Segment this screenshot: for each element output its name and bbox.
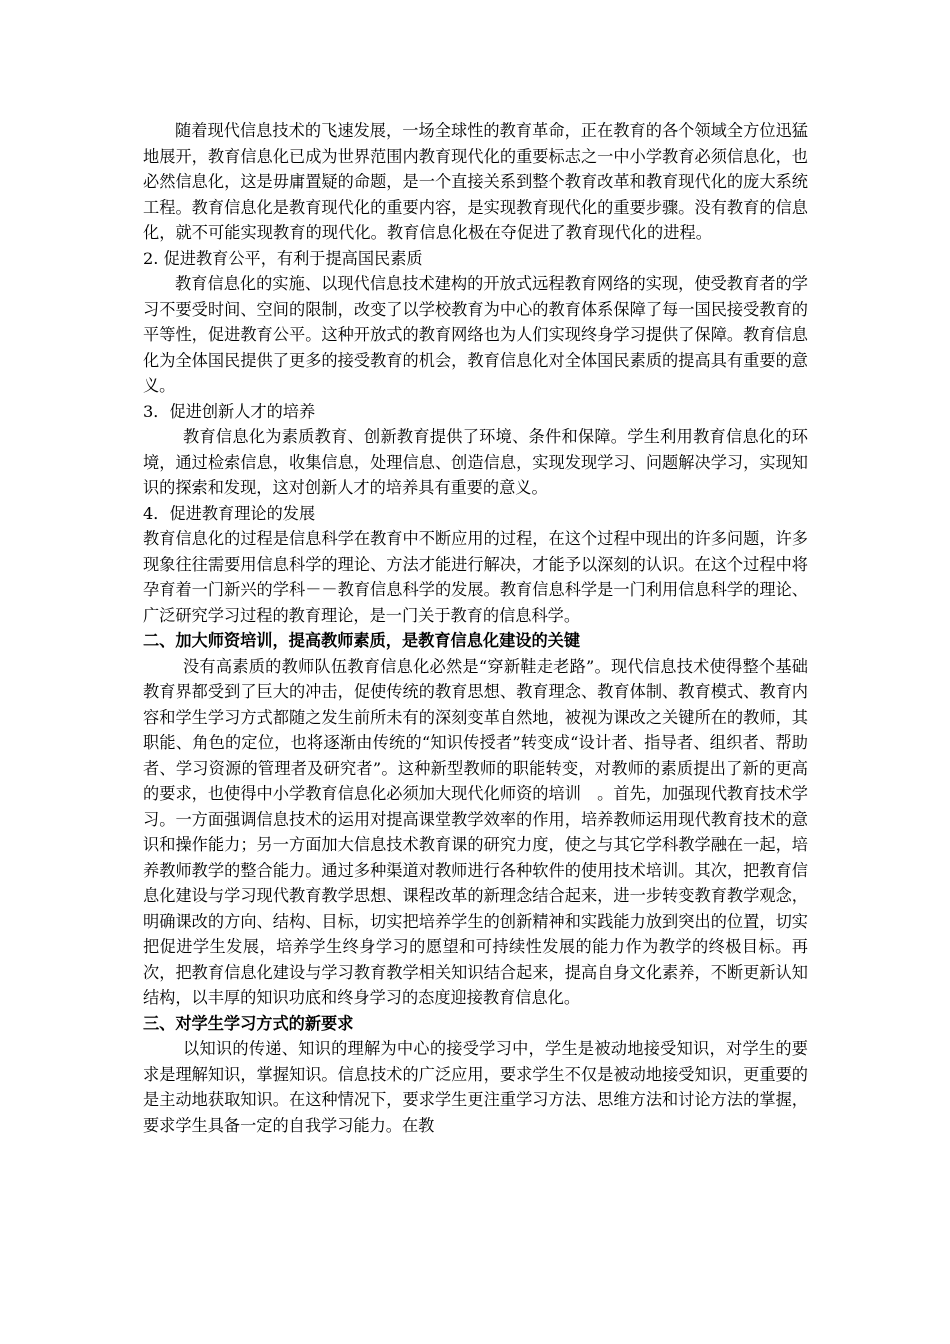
paragraph-theory: 教育信息化的过程是信息科学在教育中不断应用的过程，在这个过程中现出的许多问题，许多现象往往需要用信息科学的理论、方法才能进行解决，才能予以深刻的认识。在这个过程中将孕育着一门新兴的学科－－教育信息科学的发展。教育信息科学是一门利用信息科学的理论、广泛研究学习过程的教育理论，是一门关于教育的信息科学。 [143, 529, 808, 625]
document-page [143, 118, 808, 1138]
paragraph-intro [143, 118, 808, 271]
paragraph-intro-text: 随着现代信息技术的飞速发展，一场全球性的教育革命，正在教育的各个领域全方位迅猛地展开，教育信息化已成为世界范围内教育现代化的重要标志之一中小学教育必须信息化，也必然信息化，这是毋庸置疑的命题，是一个直接关系到整个教育改革和教育现代化的庞大系统工程。教育信息化是教育现代化的重要内容，是实现教育现代化的重要步骤。没有教育的信息化，就不可能实现教育的现代化。教育信息化极在夺促进了教育现代化的进程。 [143, 121, 808, 242]
section-heading-teachers: 二、加大师资培训，提高教师素质，是教育信息化建设的关键 [143, 631, 581, 650]
section-heading-students: 三、对学生学习方式的新要求 [143, 1013, 354, 1033]
subheading-innovation: 3．促进创新人才的培养 [143, 401, 316, 421]
paragraph-teachers: 没有高素质的教师队伍教育信息化必然是“穿新鞋走老路”。现代信息技术使得整个基础教育界都受到了巨大的冲击，促使传统的教育思想、教育理念、教育体制、教育模式、教育内容和学生学习方式都随之发生前所未有的深刻变革自然地，被视为课改之关键所在的教师，其职能、角色的定位，也将逐渐由传统的“知识传授者”转变成“设计者、指导者、组织者、帮助者、学习资源的管理者及研究者”。这种新型教师的职能转变，对教师的素质提出了新的更高的要求，也使得中小学教育信息化必须加大现代化师资的培训 。首先，加强现代教育技术学习。一方面强调信息技术的运用对提高课堂教学效率的作用，培养教师运用现代教育技术的意识和操作能力；另一方面加大信息技术教育课的研究力度，使之与其它学科教学融在一起，培养教师教学的整合能力。通过多种渠道对教师进行各种软件的使用技术培训。其次，把教育信息化建设与学习现代教育教学思想、课程改革的新理念结合起来，进一步转变教育教学观念，明确课改的方向、结构、目标，切实把培养学生的创新精神和实践能力放到突出的位置，切实把促进学生发展，培养学生终身学习的愿望和可持续性发展的能力作为教学的终极目标。再次，把教育信息化建设与学习教育教学相关知识结合起来，提高自身文化素养，不断更新认知结构，以丰厚的知识功底和终身学习的态度迎接教育信息化。 [143, 656, 808, 1007]
paragraph-innovation: 教育信息化为素质教育、创新教育提供了环境、条件和保障。学生利用教育信息化的环境，通过检索信息，收集信息，处理信息、创造信息，实现发现学习、问题解决学习，实现知识的探索和发现，这对创新人才的培养具有重要的意义。 [143, 427, 808, 497]
paragraph-students: 以知识的传递、知识的理解为中心的接受学习中，学生是被动地接受知识，对学生的要求是理解知识，掌握知识。信息技术的广泛应用，要求学生不仅是被动地接受知识，更重要的是主动地获取知识。在这种情况下，要求学生更注重学习方法、思维方法和讨论方法的掌握，要求学生具备一定的自我学习能力。在教 [143, 1039, 808, 1135]
subheading-theory: 4．促进教育理论的发展 [143, 503, 316, 523]
subheading-equity: 2. 促进教育公平，有利于提高国民素质 [143, 248, 423, 268]
paragraph-equity: 教育信息化的实施、以现代信息技术建构的开放式远程教育网络的实现，使受教育者的学习不要受时间、空间的限制，改变了以学校教育为中心的教育体系保障了每一国民接受教育的平等性，促进教育公平。这种开放式的教育网络也为人们实现终身学习提供了保障。教育信息化为全体国民提供了更多的接受教育的机会，教育信息化对全体国民素质的提高具有重要的意义。 [143, 274, 808, 395]
